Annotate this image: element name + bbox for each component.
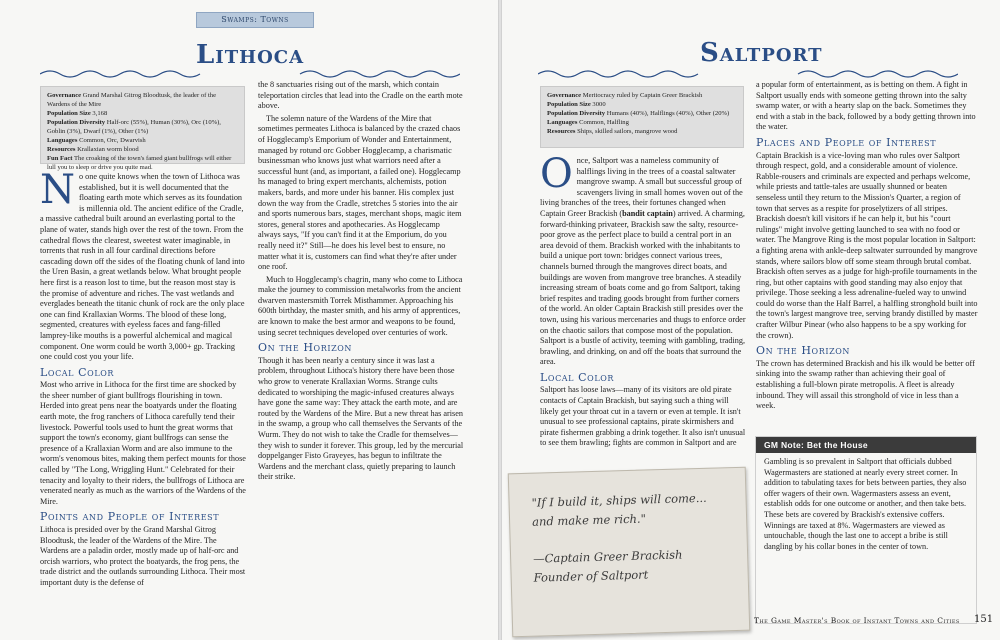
saltport-stat-block [540,86,744,148]
on-the-horizon-text: The crown has determined Brackish and his ilk would be better off sinking into the swamp rather than achieving their goal of establishing a full-blown pirate metropolis. A fleet is already inbound. They will assail this stronghold of vice in less than a week. [756,358,975,411]
stat-value: Common, Halfling [577,119,629,126]
stat-value: Meritocracy ruled by Captain Greer Brackish [581,92,703,99]
hogglecamp-text: The solemn nature of the Wardens of the Mire that sometimes permeates Lithoca is balanced by the crazed chaos of Hogglecamp's Emporium of Wonder and Entertainment, managed by rotund orc Gobber Hogglecamp, a charismatic businessman who knows just what warriors need after a successful hunt (and, as important, a failed one). Hogglecamp hs managed to bring expert merchants, alchemists, potion makers, bards, and more under his banner. His complex just down the way from the Cradle, stretches 5 stories into the air and sports numerous bars, stages, merchant shops, magic item stores, general stores and apothecaries. As Hogglecamp always says, "If you can't find it at the Emporium, do you really need it?" Still—he does his level best to ensure, no matter what it is, customers can find what they're after under one roof. [258,113,462,272]
stat-value: Half-orc (55%), Human (30%), Orc (10%), Goblin (3%), Dwarf (1%), Other (1%) [47,119,221,135]
lithoca-column-1 [40,172,246,612]
local-color-heading: Local Color [40,365,115,379]
stat-value: 3000 [590,101,606,108]
saltport-column-2 [756,80,978,432]
stat-label: Population Diversity [547,110,606,117]
on-the-horizon-heading: On the Horizon [756,344,851,358]
lithoca-column-2 [258,80,464,610]
bandit-captain-term: bandit captain [622,208,673,218]
saltport-title: Saltport [700,38,823,68]
on-the-horizon-heading: On the Horizon [258,341,353,355]
stat-label: Population Size [547,101,591,108]
stat-line [547,127,737,136]
stat-value: 3,168 [90,110,108,117]
stat-value: Common, Orc, Dwarvish [77,137,146,144]
section-tab: Swamps: Towns [196,12,314,28]
gm-note-heading: GM Note: Bet the House [756,437,976,453]
stat-line [547,118,737,127]
places-of-interest-heading: Places and People of Interest [756,135,937,149]
quote-note-card [508,467,750,638]
stat-label: Population Diversity [47,119,106,126]
stat-label: Languages [47,137,78,144]
title-divider-wave-icon [40,68,460,80]
stat-line [47,91,238,109]
on-the-horizon-text: Though it has been nearly a century since it was last a problem, throughout Lithoca's history there have been those who grow to venerate Krallaxian Worms. Strange cults dedicated to worshiping the magic-infused creatures always have gone the same way: They attack the earth mote, and are routed by the Wardens of the Mire. But a new threat has arisen in the swamp, a group who call themselves the Servants of the Wurm. They do not wish to take the Cradle for themselves—they wish to sunder it forever. This group, led by the mercurial doppelganger Fisto Grayeyes, has begun to infiltrate the Wardens and the merchant class, quietly preparing to launch their strike. [258,355,464,482]
points-of-interest-heading: Points and People of Interest [40,510,220,524]
stat-line [47,154,238,172]
sanctuaries-text: the 8 sanctuaries rising out of the marsh, which contain teleportation circles that lead into the Cradle on the earth mote above. [258,80,463,111]
gm-note-text: Gambling is so prevalent in Saltport that officials dubbed Wagermasters are stationed at nearly every street corner. In addition to tabulating taxes for bets between parties, they also offer wagers of their own. Wagermasters assess an event, establish odds for one outcome or another, and then take bets. These bets are covered by Brackish's extensive coffers. Winnings are taxed at 8%. Wagermasters are viewed as untouchable, though the last one to accept a bribe is still dangling by his collar bones in the center of town. [764,457,967,551]
stat-line [547,100,737,109]
local-color-text: Saltport has loose laws—many of its visitors are old pirate contacts of Captain Brackish, but saying such a thing will likely get your throat cut in a tavern or even at temple. It isn't unusual to see professional captains, pirate skirmishers and pirate fishermen grabbing a drink together. It also isn't unusual to see them brawling; fights are common in Saltport and are [540,385,746,448]
saltport-intro-b: ) arrived. A charming, forward-thinking privateer, Brackish saw the salty, resource-poor grove as the perfect place to build a central port in an area devoid of them. Brackish worked with the inhabitants to build a unique port town: bridges connect various trees, channels burned through the mangroves direct boats, and buildings are woven from mangrove tree branches. A steadily increasing stream of boats come and go from Saltport, taking brief respites and trading goods brought from further corners of the world. An older Captain Brackish still presides over the town, using his various mercenaries and thugs to enforce order on the chaotic sailors that compose most of the population. Saltport is a bustle of activity, teeming with gambling, trading, brawling, and drinking, on and off the boats that surround the area. [540,208,746,367]
points-of-interest-text: Lithoca is presided over by the Grand Marshal Gitrog Bloodtusk, the leader of the Wardens of the Mire. The Wardens are a paladin order, mostly made up of half-orc and orcish warriors, who protect the boatyards, the frog pens, the trade district and the outlands surrounding Lithoca. Their most important duty is the defense of [40,525,246,587]
left-page [0,0,498,640]
lithoca-title: Lithoca [196,40,305,70]
stat-label: Population Size [47,110,91,117]
saltport-column-1 [540,156,746,456]
places-of-interest-text: Captain Brackish is a vice-loving man who rules over Saltport through respect, gold, and a considerable amount of violence. Rabble-rousers and criminals are expected and perhaps welcome, while priests and tattle-tales are usually shunned or beaten senseless until they return to the Mission's Quarter, a region of town that serves as a respite for proselytizers of all stripes. Brackish doesn't kill visitors if he can help it, but his "court rulings" might involve getting launched to sea with no food or water. The Mangrove Ring is the most popular location in Saltport: a fighting arena with ankle-deep saltwater surrounded by mangrove stands, where sailors blow off some steam through brutal combat. Brackish often serves as a judge for high-profile tournaments in the ring, but other captains with good standing may also enjoy that privilege. Those seeking a less adrenaline-fueled way to unwind could do worse than the Half Barrel, a halfling stronghold built into the town's largest mangrove tree, serving brandy distilled by master crafter Wilbur Pinear (who also happens to be a spy working for the crown). [756,150,978,340]
misthammer-text: Much to Hogglecamp's chagrin, many who come to Lithoca make the journey to commission metalworks from the ancient dwarven mastersmith Torrek Misthammer. Approaching his 600th birthday, the master smith, and his army of apprentices, are known to make the best armor and weapons to be found, using secret techniques developed over centuries of work. [258,274,463,337]
stat-label: Resources [547,128,576,135]
stat-value: Grand Marshal Gitrog Bloodtusk, the leader of the Wardens of the Mire [47,92,217,108]
lithoca-intro: o one quite knows when the town of Lithoca was established, but it is well documented that the floating earth mote which serves as its foundation is millennia old. The ancient edifice of the Cradle, a massive cathedral built around an everlasting portal to the plane of water, stands high over the rest of the town. From the cathedral flows the clearest, sweetest water imaginable, in torrents that rush in all four cardinal directions before cascading down off the sides of the floating chunk of land into the Uren Basin, a great wetlands below. What brought people here first is a reason lost to time, but the reason most stay is the promise of adventure and riches. The vast wetlands and everglades beneath the titanic chunk of rock are the only place one can find Krallaxian Worms. The blood of these long, segmented, creatures with eyeless faces and fang-filled lamprey-like mouths is a powerful alchemical and magical component. One worm could be worth 3,000+ gp. Tracking one could cost you your life. [40,172,245,362]
stat-label: Languages [547,119,578,126]
dropcap-letter: N [40,172,75,213]
local-color-text: Most who arrive in Lithoca for the first time are shocked by the sheer number of giant bullfrogs flourishing in town. Herded into great pens near the boatyards under the floating earth mote, the frog ranchers of Lithoca carefully tend their livestock. Powerful tools used to hunt the great worms that support the town's economy, giant bullfrogs can sense the presence of a Krallaxian Worm and are also immune to the worm's venomous bites, making them perfect mounts for those called by "The Long, Wriggling Hunt." Celebrated for their tenacity and loyalty to their riders, the bullfrogs of Lithoca are venerated nearly as much as the warriors of the Wardens of the Mire. [40,380,246,506]
local-color-heading: Local Color [540,370,615,384]
title-divider-wave-icon [538,68,958,80]
stat-value: Humans (40%), Halflings (40%), Other (20%) [605,110,730,117]
running-footer: The Game Master's Book of Instant Towns and Cities [754,616,960,625]
stat-label: Governance [547,92,582,99]
stat-label: Resources [47,146,76,153]
stat-line [547,109,737,118]
dropcap-letter: O [540,156,573,197]
stat-line [47,109,238,118]
stat-line [47,136,238,145]
stat-line [47,118,238,136]
stat-label: Governance [47,92,82,99]
stat-line [47,145,238,154]
stat-line [547,91,737,100]
stat-value: Ships, skilled sailors, mangrove wood [575,128,678,135]
saltport-intro-a: nce, Saltport was a nameless community of halflings living in the trees of a coastal saltwater mangrove swamp. A small but successful group of scavengers living in small homes woven out of the living branches of the trees, their fortunes changed when Captain Greer Brackish ( [540,156,743,218]
stat-value: Krallaxian worm blood [75,146,139,153]
stat-label: Fun Fact [47,155,73,162]
stat-value: The croaking of the town's famed giant bullfrogs will either lull you to sleep or drive you quite mad. [47,155,232,171]
quote-attribution: —Captain Greer Brackish Founder of Saltport [532,547,683,585]
quote-text: "If I build it, ships will come... and make me rich." [531,490,707,529]
lithoca-stat-block [40,86,245,171]
gm-note-box [755,436,977,624]
fight-text: a popular form of entertainment, as is betting on them. A fight in Saltport usually ends with someone getting thrown into the salty swamp water, or with a hearty slap on the back. Sometimes they end with a stab in the back, followed by a body getting thrown into the water. [756,80,976,132]
right-page [502,0,1000,640]
page-number: 151 [974,614,994,625]
